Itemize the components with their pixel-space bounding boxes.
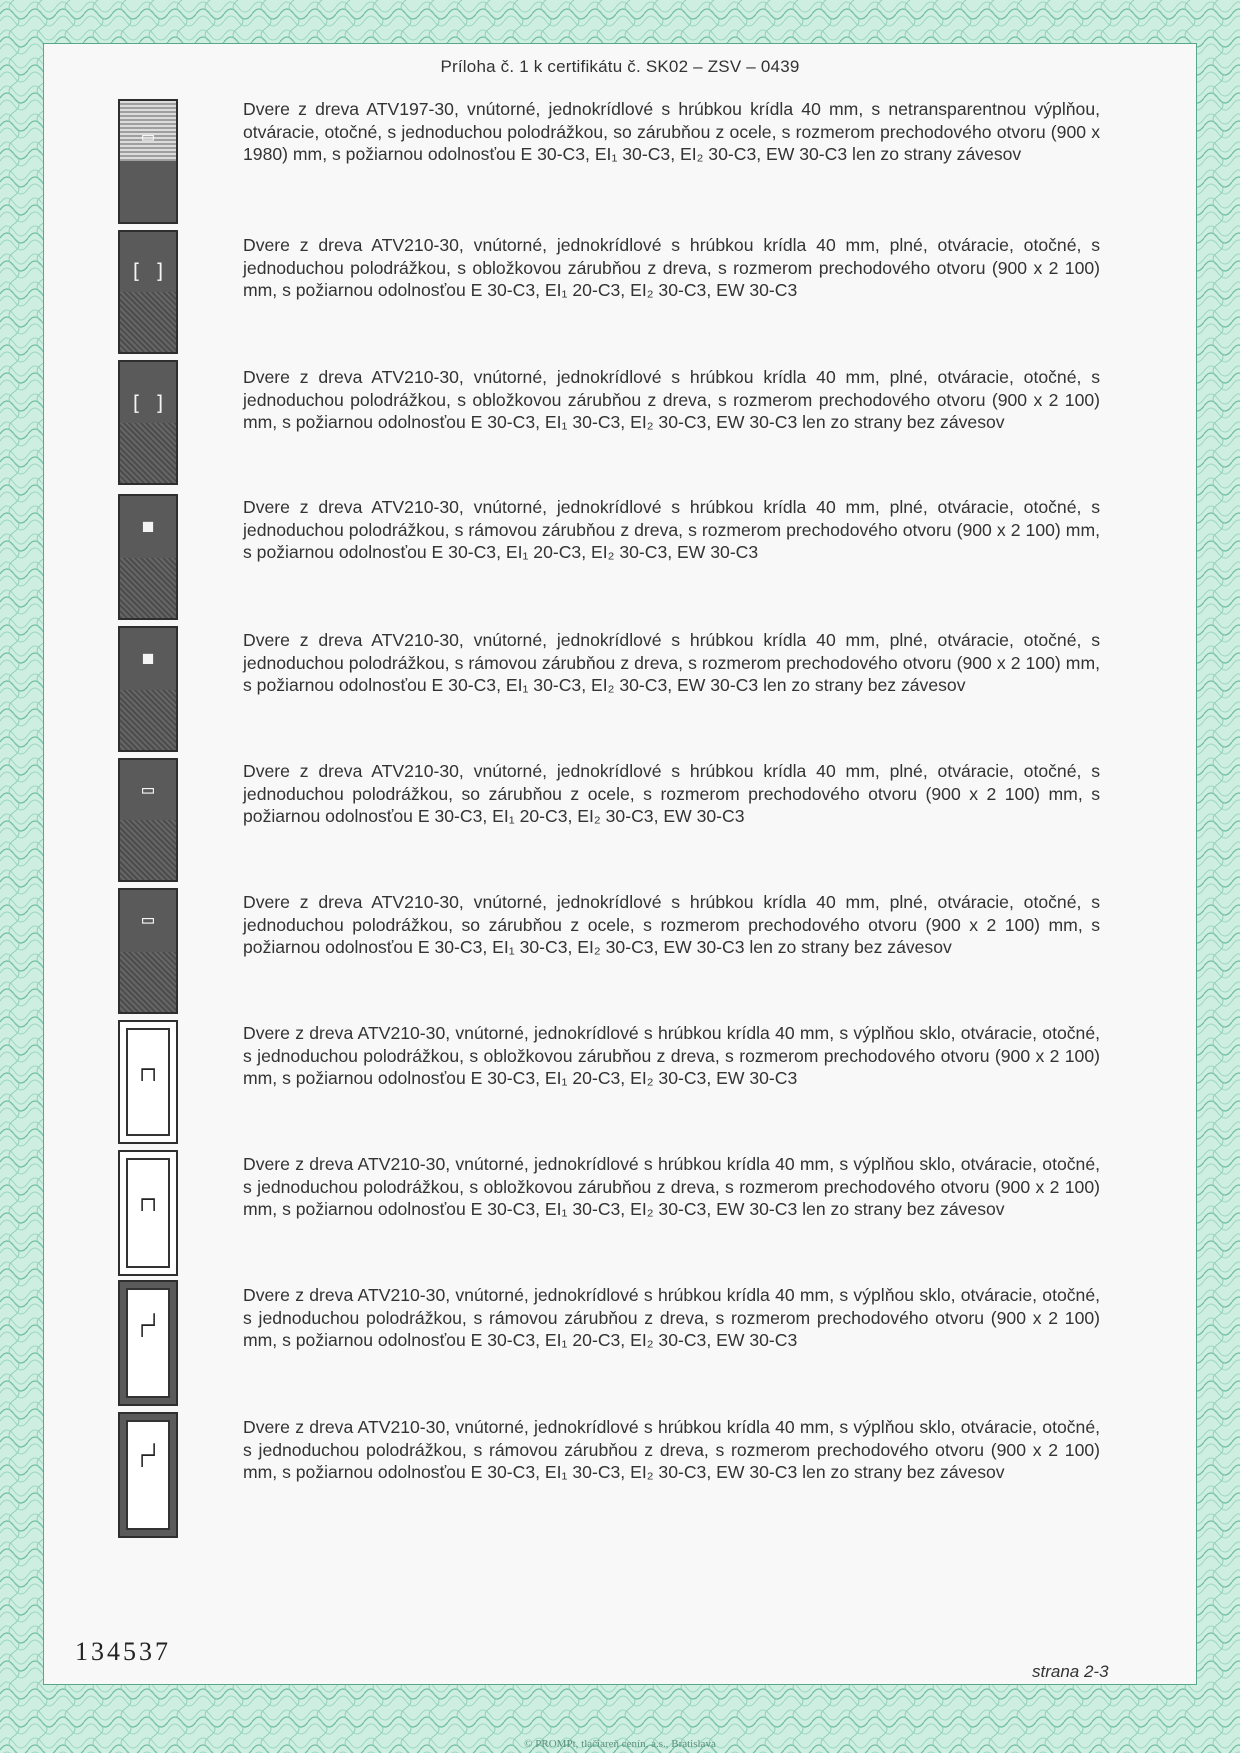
door-steel-frame-striped-icon: ▭	[118, 99, 178, 224]
door-entry-text: Dvere z dreva ATV210-30, vnútorné, jednokrídlové s hrúbkou krídla 40 mm, s výplňou sklo, otváracie, otočné, s jednoduchou polodrážkou, s rámovou zárubňou z dreva, s rozmerom prechodového otvoru (900 x 2 100) mm, s požiarnou odolnosťou E 30-C3, EI₁ 20-C3, EI₂ 30-C3, EW 30-C3	[243, 1285, 1100, 1351]
door-steel-frame-icon: ▭	[118, 888, 178, 1014]
door-entry-text: Dvere z dreva ATV210-30, vnútorné, jednokrídlové s hrúbkou krídla 40 mm, plné, otváracie, otočné, s jednoduchou polodrážkou, so zárubňou z ocele, s rozmerom prechodového otvoru (900 x 2 100) mm, s požiarnou odolnosťou E 30-C3, EI₁ 30-C3, EI₂ 30-C3, EW 30-C3 len zo strany bez závesov	[243, 892, 1100, 958]
door-entry-text: Dvere z dreva ATV210-30, vnútorné, jednokrídlové s hrúbkou krídla 40 mm, plné, otváracie, otočné, s jednoduchou polodrážkou, s obložkovou zárubňou z dreva, s rozmerom prechodového otvoru (900 x 2 100) mm, s požiarnou odolnosťou E 30-C3, EI₁ 30-C3, EI₂ 30-C3, EW 30-C3 len zo strany bez závesov	[243, 367, 1100, 433]
door-entry-text: Dvere z dreva ATV210-30, vnútorné, jednokrídlové s hrúbkou krídla 40 mm, plné, otváracie, otočné, s jednoduchou polodrážkou, so zárubňou z ocele, s rozmerom prechodového otvoru (900 x 2 100) mm, s požiarnou odolnosťou E 30-C3, EI₁ 20-C3, EI₂ 30-C3, EW 30-C3	[243, 761, 1100, 827]
door-entry-text: Dvere z dreva ATV210-30, vnútorné, jednokrídlové s hrúbkou krídla 40 mm, s výplňou sklo, otváracie, otočné, s jednoduchou polodrážkou, s obložkovou zárubňou z dreva, s rozmerom prechodového otvoru (900 x 2 100) mm, s požiarnou odolnosťou E 30-C3, EI₁ 30-C3, EI₂ 30-C3, EW 30-C3 len zo strany bez závesov	[243, 1154, 1100, 1220]
glazed-door-block-frame-icon: ┌┘	[118, 1412, 178, 1538]
glazed-door-lining-frame-icon: ┌┐	[118, 1020, 178, 1144]
printer-imprint: © PROMPt, tlačiareň cenín, a.s., Bratislava	[524, 1738, 716, 1750]
page-number: strana 2-3	[1032, 1662, 1109, 1681]
door-block-frame-icon: ◼	[118, 626, 178, 752]
door-entry-text: Dvere z dreva ATV210-30, vnútorné, jednokrídlové s hrúbkou krídla 40 mm, s výplňou sklo, otváracie, otočné, s jednoduchou polodrážkou, s rámovou zárubňou z dreva, s rozmerom prechodového otvoru (900 x 2 100) mm, s požiarnou odolnosťou E 30-C3, EI₁ 30-C3, EI₂ 30-C3, EW 30-C3 len zo strany bez závesov	[243, 1417, 1100, 1483]
serial-number: 134537	[75, 1637, 171, 1666]
door-steel-frame-icon: ▭	[118, 758, 178, 882]
door-block-frame-icon: ◼	[118, 494, 178, 620]
door-entry-text: Dvere z dreva ATV210-30, vnútorné, jednokrídlové s hrúbkou krídla 40 mm, plné, otváracie, otočné, s jednoduchou polodrážkou, s obložkovou zárubňou z dreva, s rozmerom prechodového otvoru (900 x 2 100) mm, s požiarnou odolnosťou E 30-C3, EI₁ 20-C3, EI₂ 30-C3, EW 30-C3	[243, 235, 1100, 301]
certificate-annex-header: Príloha č. 1 k certifikátu č. SK02 – ZSV – 0439	[440, 57, 800, 76]
glazed-door-lining-frame-icon: ┌┐	[118, 1150, 178, 1276]
door-lining-frame-icon: [ ]	[118, 230, 178, 354]
glazed-door-block-frame-icon: ┌┘	[118, 1280, 178, 1406]
door-entry-text: Dvere z dreva ATV197-30, vnútorné, jednokrídlové s hrúbkou krídla 40 mm, s netransparentnou výplňou, otváracie, otočné, s jednoduchou polodrážkou, so zárubňou z ocele, s rozmerom prechodového otvoru (900 x 1980) mm, s požiarnou odolnosťou E 30-C3, EI₁ 30-C3, EI₂ 30-C3, EW 30-C3 len zo strany závesov	[243, 99, 1100, 165]
door-entry-text: Dvere z dreva ATV210-30, vnútorné, jednokrídlové s hrúbkou krídla 40 mm, s výplňou sklo, otváracie, otočné, s jednoduchou polodrážkou, s obložkovou zárubňou z dreva, s rozmerom prechodového otvoru (900 x 2 100) mm, s požiarnou odolnosťou E 30-C3, EI₁ 20-C3, EI₂ 30-C3, EW 30-C3	[243, 1023, 1100, 1089]
door-entry-text: Dvere z dreva ATV210-30, vnútorné, jednokrídlové s hrúbkou krídla 40 mm, plné, otváracie, otočné, s jednoduchou polodrážkou, s rámovou zárubňou z dreva, s rozmerom prechodového otvoru (900 x 2 100) mm, s požiarnou odolnosťou E 30-C3, EI₁ 20-C3, EI₂ 30-C3, EW 30-C3	[243, 497, 1100, 563]
door-entry-text: Dvere z dreva ATV210-30, vnútorné, jednokrídlové s hrúbkou krídla 40 mm, plné, otváracie, otočné, s jednoduchou polodrážkou, s rámovou zárubňou z dreva, s rozmerom prechodového otvoru (900 x 2 100) mm, s požiarnou odolnosťou E 30-C3, EI₁ 30-C3, EI₂ 30-C3, EW 30-C3 len zo strany bez závesov	[243, 630, 1100, 696]
door-lining-frame-icon: [ ]	[118, 360, 178, 485]
